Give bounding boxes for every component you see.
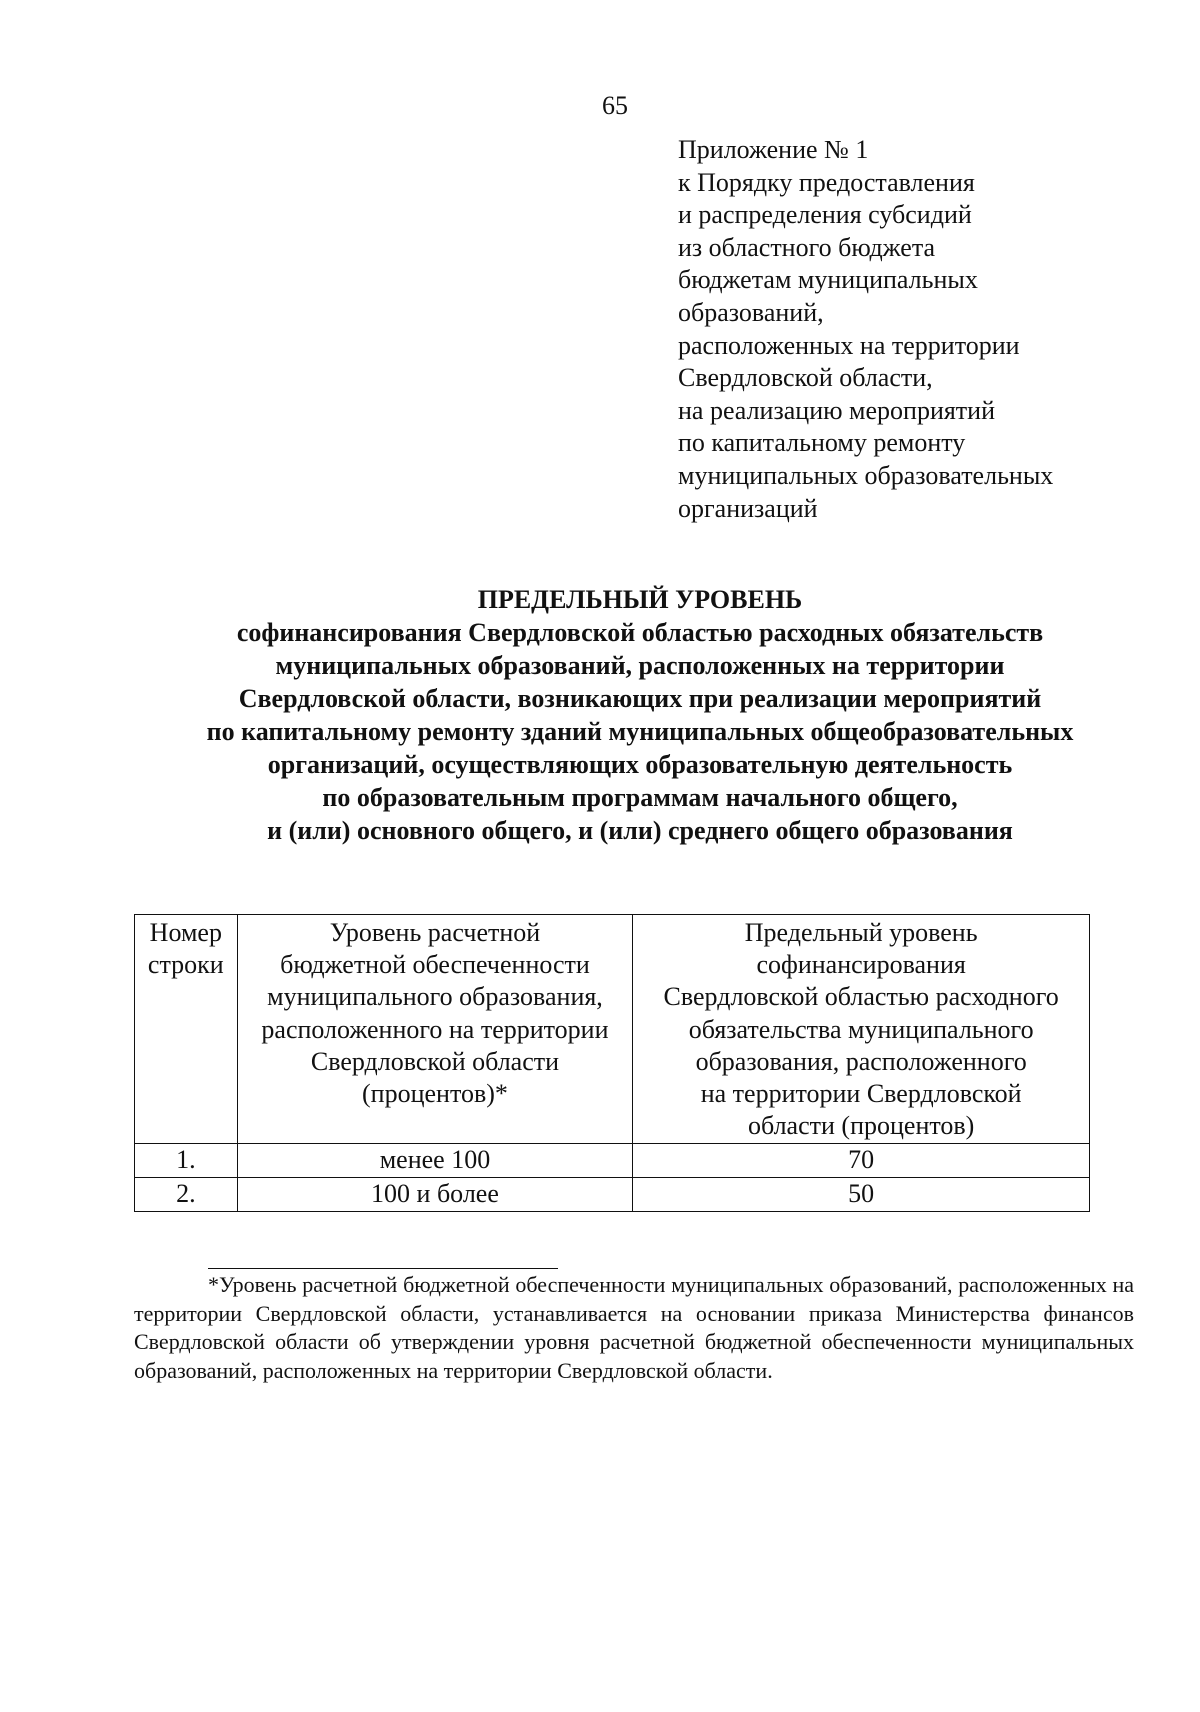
header-line: Предельный уровень bbox=[744, 918, 978, 947]
header-line: Уровень расчетной bbox=[329, 918, 541, 947]
annex-line: Приложение № 1 bbox=[678, 135, 869, 164]
cofinancing-table bbox=[134, 914, 1090, 1212]
annex-line: к Порядку предоставления bbox=[678, 167, 975, 197]
header-line: Номер bbox=[149, 918, 222, 947]
row-level-cell: менее 100 bbox=[237, 1144, 633, 1178]
header-line: строки bbox=[147, 950, 224, 980]
annex-line: расположенных на территории bbox=[678, 330, 1020, 360]
title-line: софинансирования Свердловской областью расходных обязательств bbox=[236, 618, 1044, 647]
annex-line: на реализацию мероприятий bbox=[678, 395, 996, 425]
title-line: и (или) основного общего, и (или) среднего общего образования bbox=[267, 816, 1013, 845]
header-line: образования, расположенного bbox=[695, 1046, 1027, 1076]
title-line: муниципальных образований, расположенных на территории bbox=[275, 651, 1005, 680]
header-line: обязательства муниципального bbox=[688, 1014, 1034, 1044]
row-level-cell: 100 и более bbox=[237, 1178, 633, 1212]
document-title bbox=[120, 583, 1160, 847]
row-number-cell: 1. bbox=[135, 1144, 238, 1178]
annex-line: по капитальному ремонту bbox=[678, 428, 966, 458]
title-line: по капитальному ремонту зданий муниципальных общеобразовательных bbox=[206, 717, 1074, 746]
table-row bbox=[135, 1178, 1090, 1212]
header-line: области (процентов) bbox=[748, 1111, 975, 1141]
header-line: (процентов)* bbox=[362, 1079, 508, 1109]
annex-line: Свердловской области, bbox=[678, 363, 933, 393]
annex-line: муниципальных образовательных bbox=[678, 460, 1054, 490]
title-line: по образовательным программам начального общего, bbox=[322, 783, 958, 812]
table-header-row bbox=[135, 915, 1090, 1144]
row-limit-cell: 50 bbox=[633, 1178, 1090, 1212]
header-cell-number bbox=[135, 915, 238, 1144]
annex-line: и распределения субсидий bbox=[678, 200, 972, 230]
header-cell-limit-level bbox=[633, 915, 1090, 1144]
header-cell-budget-level bbox=[237, 915, 633, 1144]
title-line: организаций, осуществляющих образовательную деятельность bbox=[267, 750, 1013, 779]
header-line: расположенного на территории bbox=[261, 1014, 609, 1044]
annex-header bbox=[678, 134, 1158, 525]
header-line: Свердловской области bbox=[310, 1046, 560, 1076]
title-line: Свердловской области, возникающих при реализации мероприятий bbox=[238, 684, 1042, 713]
footnote-divider bbox=[208, 1268, 558, 1269]
annex-line: организаций bbox=[678, 493, 818, 523]
header-line: Свердловской областью расходного bbox=[663, 982, 1059, 1012]
header-line: на территории Свердловской bbox=[700, 1079, 1022, 1109]
annex-line: бюджетам муниципальных bbox=[678, 265, 978, 295]
row-number-cell: 2. bbox=[135, 1178, 238, 1212]
header-line: софинансирования bbox=[756, 950, 966, 980]
header-line: бюджетной обеспеченности bbox=[280, 950, 590, 980]
table-row bbox=[135, 1144, 1090, 1178]
header-line: муниципального образования, bbox=[267, 982, 603, 1012]
annex-line: из областного бюджета bbox=[678, 232, 936, 262]
annex-line: образований, bbox=[678, 297, 824, 327]
footnote-text: *Уровень расчетной бюджетной обеспеченности муниципальных образований, расположенных на территории Свердловской области, устанавливается на основании приказа Министерства финансов Свердловской области об утверждении уровня расчетной бюджетной обеспеченности муниципальных образований, расположенных на территории Свердловской области. bbox=[134, 1272, 1134, 1383]
row-limit-cell: 70 bbox=[633, 1144, 1090, 1178]
page-number: 65 bbox=[602, 91, 628, 120]
title-line: ПРЕДЕЛЬНЫЙ УРОВЕНЬ bbox=[477, 585, 803, 614]
